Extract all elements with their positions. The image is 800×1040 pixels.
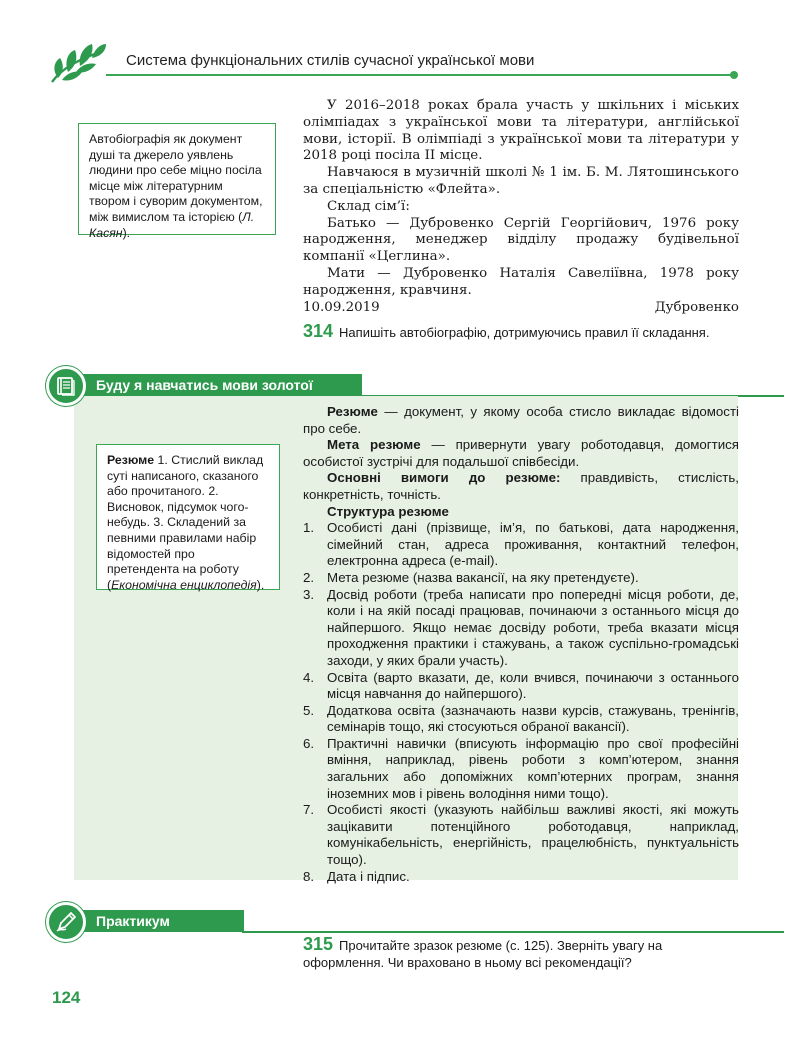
list-item	[303, 703, 739, 736]
list-item	[303, 736, 739, 802]
task-number: 314	[303, 321, 334, 341]
sidenote-resume-definition	[96, 444, 280, 590]
header-rule	[106, 74, 732, 76]
letter-paragraph-2: Навчаюся в музичній школі № 1 ім. Б. М. Лятошинського за спеціальністю «Флейта».	[303, 165, 739, 197]
task-text: Прочитайте зразок резюме (с. 125). Зверніть увагу на оформлення. Чи враховано в ньому всі рекомендації?	[303, 938, 663, 970]
list-item-number: 6.	[303, 735, 315, 751]
sidenote-quote-text	[89, 132, 265, 241]
sidenote-autobiography-quote	[78, 123, 276, 240]
header-dot	[730, 71, 738, 79]
sidenote-definition-text	[107, 453, 269, 593]
list-item-number: 1.	[303, 520, 315, 536]
autobiography-sample	[303, 98, 739, 316]
list-item	[303, 869, 739, 886]
task-number: 315	[303, 934, 334, 954]
goal-term: Мета резюме	[327, 437, 421, 453]
list-item	[303, 570, 739, 587]
leaves-logo-icon	[48, 38, 108, 88]
quote-author: Л. Касян	[89, 209, 255, 240]
page-number: 124	[52, 988, 81, 1007]
resume-term: Резюме	[327, 404, 378, 419]
list-item-text: Досвід роботи (треба написати про попередні місця роботи, де, коли і на якій посаді працював, починаючи з останнього місця до найпершого. Якщо немає досвіду роботи, треба вказати місця проходження практики і стажувань, а також суспільно-громадські заходи, у яких брали участь).	[327, 586, 739, 668]
page-header	[0, 30, 800, 90]
resume-content	[303, 404, 739, 885]
book-glyph	[54, 374, 78, 398]
goal-text: — привернути увагу роботодавця, домогтися особистої зустрічі для подальшої співбесіди.	[303, 437, 739, 469]
letter-signature: Дубровенко	[654, 299, 739, 315]
list-item	[303, 587, 739, 670]
list-item-number: 8.	[303, 868, 315, 884]
resume-definition	[303, 404, 739, 437]
resume-def-text: — документ, у якому особа стисло викладає відомості про себе.	[303, 404, 739, 436]
list-item-number: 3.	[303, 586, 315, 602]
pencil-hand-icon	[46, 902, 86, 942]
definition-term: Резюме	[107, 453, 155, 467]
list-item	[303, 520, 739, 570]
list-item-number: 5.	[303, 702, 315, 718]
letter-signature-row	[303, 300, 739, 317]
list-item-number: 4.	[303, 669, 315, 685]
requirements-term: Основні вимоги до резюме:	[327, 470, 561, 486]
list-item-text: Особисті дані (прізвище, ім’я, по батькові, дата народження, сімейний стан, адреса проживання, контактний телефон, електронна адреса (e-mail).	[327, 520, 739, 569]
list-item-text: Практичні навички (вписують інформацію про свої професійні вміння, наприклад, рівень роботи з комп’ютером, знання загальних або допоміжних комп’ютерних програм, знання іноземних мов і рівень володіння ними тощо).	[327, 735, 739, 801]
resume-requirements	[303, 470, 739, 503]
list-item-number: 7.	[303, 802, 315, 818]
section-title: Буду я навчатись мови золотої	[74, 374, 362, 396]
task-text: Напишіть автобіографію, дотримуючись правил її складання.	[339, 325, 710, 340]
task-315	[303, 936, 743, 971]
list-item-text: Освіта (варто вказати, де, коли вчився, починаючи з останнього місця навчання до найпершого).	[327, 669, 739, 702]
list-item-text: Мета резюме (назва вакансії, на яку претендуєте).	[327, 569, 639, 585]
section-rule	[242, 931, 784, 933]
resume-goal	[303, 437, 739, 470]
structure-title-text: Структура резюме	[327, 503, 449, 519]
quote-close: ).	[122, 225, 131, 240]
letter-paragraph-4: Батько — Дубровенко Сергій Георгійович, 1976 року народження, менеджер відділу продажу будівельної компанії «Цеглина».	[303, 215, 739, 265]
list-item-text: Особисті якості (указують найбільш важливі якості, які можуть зацікавити потенційного роботодавця, наприклад, комунікабельність, енергійність, працелюбність, пунктуальність тощо).	[327, 802, 739, 868]
letter-paragraph-3: Склад сім’ї:	[327, 198, 410, 214]
list-item-number: 2.	[303, 569, 315, 585]
pencil-glyph	[54, 910, 78, 934]
letter-paragraph-1: У 2016–2018 роках брала участь у шкільних і міських олімпіадах з української мови та літератури, англійської мови, історії. В олімпіаді з української мови та літератури у 2018 році посіла II місце.	[303, 98, 739, 164]
header-title: Система функціональних стилів сучасної української мови	[126, 52, 535, 69]
list-item	[303, 670, 739, 703]
quote-body: Автобіографія як документ душі та джерело уявлень людини про себе міцно посіла місце між літературним твором і суворим документом, між вимислом та історією (	[89, 132, 263, 224]
definition-source: Економічна енциклопедія	[111, 577, 257, 592]
definition-close: ).	[256, 577, 265, 592]
section-title: Практикум	[74, 910, 244, 932]
list-item-text: Додаткова освіта (зазначають назви курсів, стажувань, тренінгів, семінарів тощо, які стосуються обраної вакансії).	[327, 702, 739, 735]
structure-list	[303, 520, 739, 885]
list-item-text: Дата і підпис.	[327, 868, 410, 884]
task-314	[303, 323, 743, 341]
list-item	[303, 802, 739, 868]
requirements-text: правдивість, стислість, конкретність, точність.	[303, 470, 739, 502]
letter-date: 10.09.2019	[303, 299, 380, 315]
structure-title	[303, 504, 739, 521]
letter-paragraph-5: Мати — Дубровенко Наталія Савеліївна, 1978 року народження, кравчиня.	[303, 265, 739, 298]
book-icon	[46, 366, 86, 406]
definition-body: 1. Стислий виклад суті написаного, сказаного або прочитаного. 2. Висновок, підсумок чого-небудь. 3. Складений за певними правилами набір відомостей про претендента на роботу (	[107, 453, 264, 592]
